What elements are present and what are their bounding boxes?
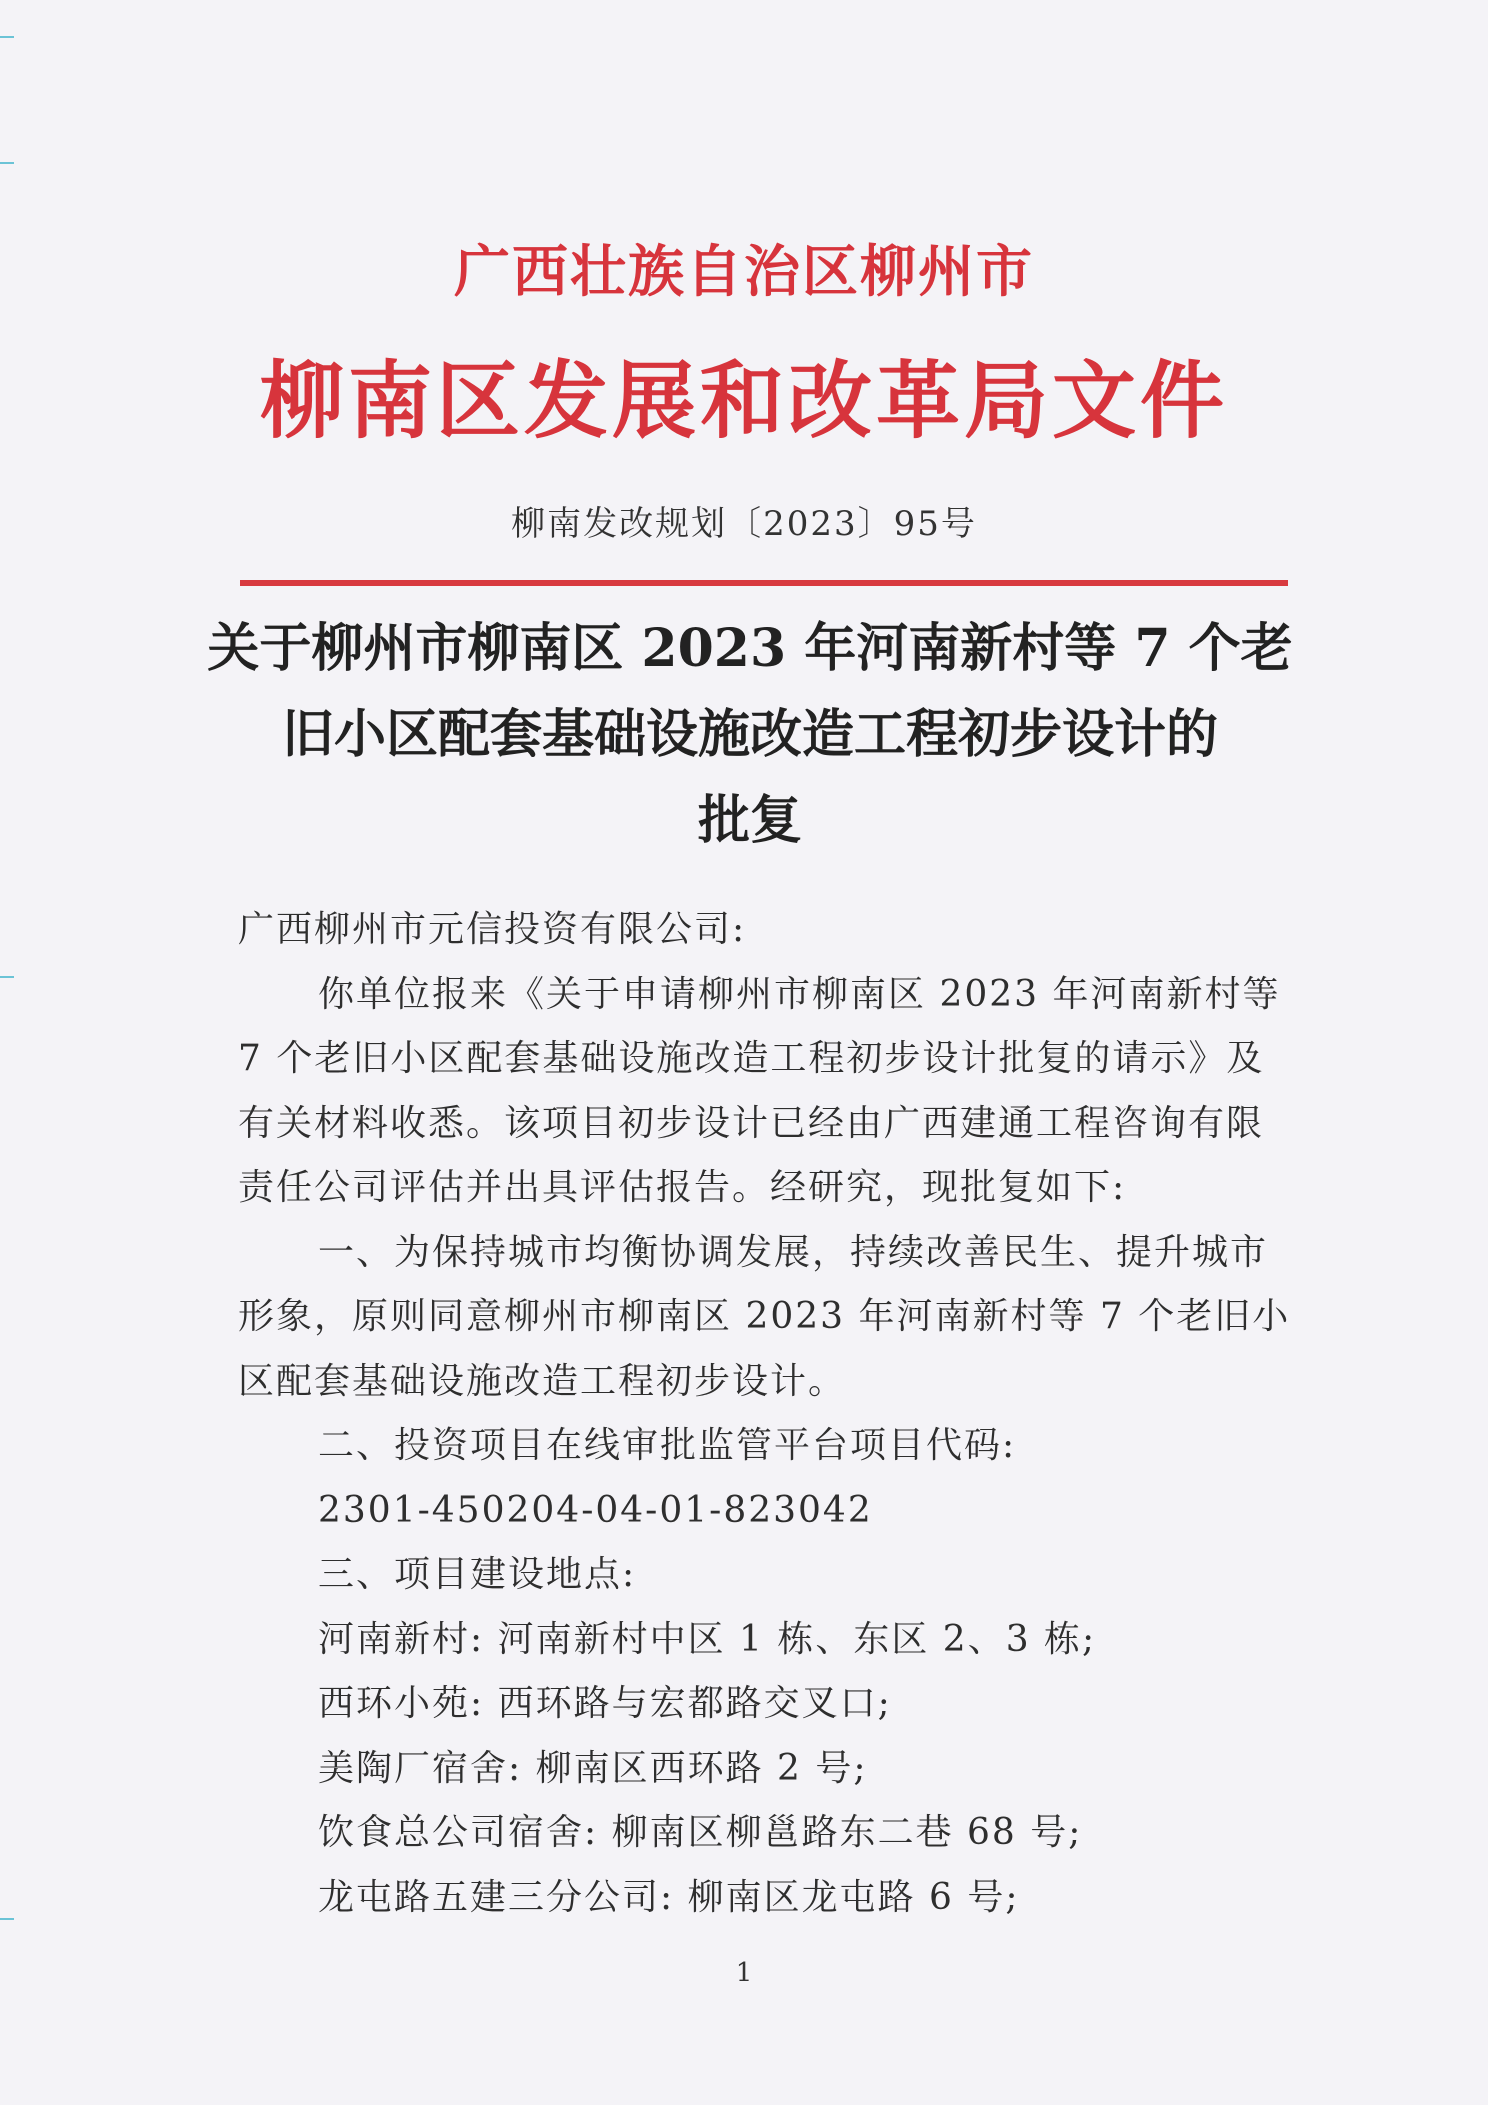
body-line: 7 个老旧小区配套基础设施改造工程初步设计批复的请示》及 [238,1038,1265,1079]
addressee: 广西柳州市元信投资有限公司: [238,909,747,950]
body-line: 二、投资项目在线审批监管平台项目代码: [318,1425,1017,1466]
location-item: 龙屯路五建三分公司: 柳南区龙屯路 6 号; [318,1876,1020,1918]
project-code: 2301-450204-04-01-823042 [318,1489,873,1531]
document-body [238,898,1290,1930]
body-line: 责任公司评估并出具评估报告。经研究，现批复如下: [238,1167,1127,1208]
margin-mark [0,162,14,164]
issuer-region: 广西壮族自治区柳州市 [454,240,1034,305]
title-line: 关于柳州市柳南区 2023 年河南新村等 7 个老 [207,618,1293,679]
red-divider [240,580,1288,586]
title-line: 旧小区配套基础设施改造工程初步设计的 [281,704,1218,765]
location-item: 美陶厂宿舍: 柳南区西环路 2 号; [318,1747,868,1789]
location-item: 河南新村: 河南新村中区 1 栋、东区 2、3 栋; [318,1618,1097,1660]
margin-mark [0,976,14,978]
page-number: 1 [735,1958,753,1988]
body-line: 三、项目建设地点: [318,1554,637,1595]
document-number: 柳南发改规划〔2023〕95号 [511,504,977,544]
body-line: 形象，原则同意柳州市柳南区 2023 年河南新村等 7 个老旧小 [238,1296,1291,1337]
title-line: 批复 [697,790,802,851]
body-line: 一、为保持城市均衡协调发展，持续改善民生、提升城市 [318,1231,1269,1273]
body-line: 区配套基础设施改造工程初步设计。 [238,1360,847,1402]
issuer-agency: 柳南区发展和改革局文件 [259,352,1228,450]
margin-mark [0,36,14,38]
body-line: 有关材料收悉。该项目初步设计已经由广西建通工程咨询有限 [238,1102,1265,1144]
body-line: 你单位报来《关于申请柳州市柳南区 2023 年河南新村等 [318,973,1281,1015]
margin-mark [0,1918,14,1920]
document-title [200,606,1300,864]
location-item: 西环小苑: 西环路与宏都路交叉口; [318,1683,892,1724]
location-item: 饮食总公司宿舍: 柳南区柳邕路东二巷 68 号; [318,1812,1083,1853]
